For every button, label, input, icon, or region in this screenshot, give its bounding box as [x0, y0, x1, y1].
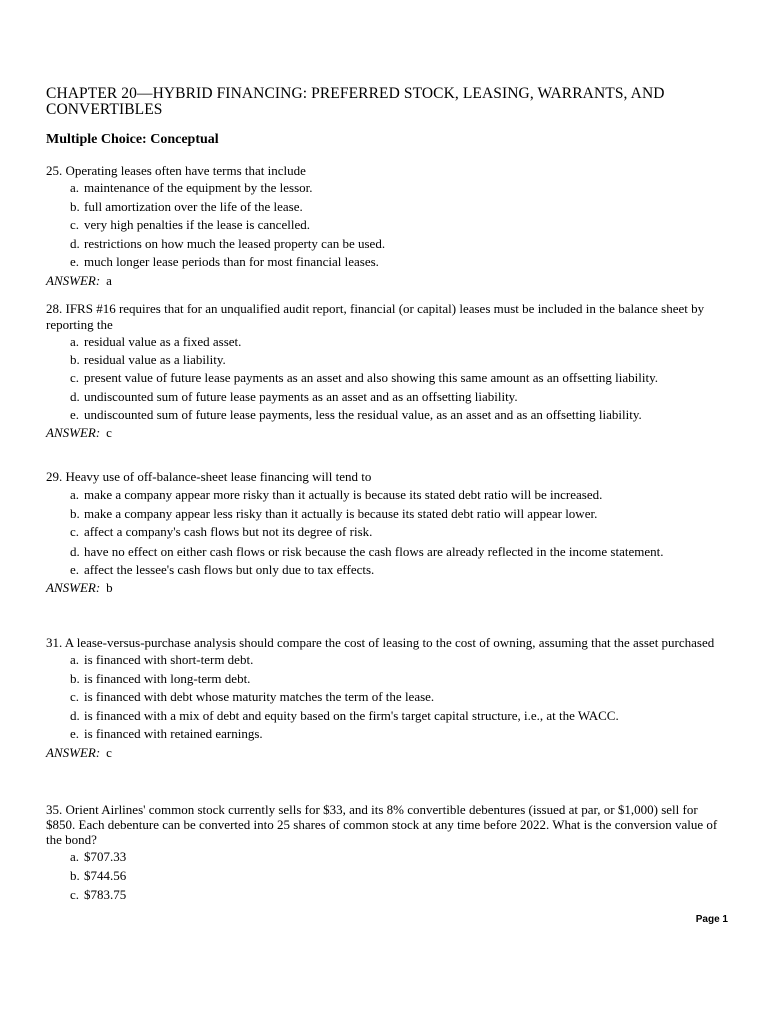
answer-value: b: [106, 580, 113, 596]
option-letter: a.: [70, 849, 80, 864]
option-letter: e.: [70, 726, 80, 742]
question-stem: 31. A lease-versus-purchase analysis should compare the cost of leasing to the cost of owning, assuming that the asset purchased: [46, 635, 715, 650]
answer-label: ANSWER:: [46, 744, 101, 760]
option-b: [46, 351, 726, 369]
option-a: [46, 486, 726, 505]
option-letter: d.: [70, 235, 80, 251]
option-text: $744.56: [84, 868, 127, 883]
option-letter: a.: [70, 334, 80, 349]
option-a: [46, 333, 726, 351]
question-29: [46, 469, 726, 597]
option-text: is financed with retained earnings.: [84, 726, 263, 742]
option-text: make a company appear more risky than it actually is because its stated debt ratio will be increased.: [84, 487, 603, 502]
question-stem: 25. Operating leases often have terms that include: [46, 163, 306, 178]
question-stem: 28. IFRS #16 requires that for an unqualified audit report, financial (or capital) leases must be included in the balance sheet by reporting the: [46, 301, 705, 332]
option-text: undiscounted sum of future lease payments as an asset and as an offsetting liability.: [84, 388, 518, 404]
option-letter: d.: [70, 543, 80, 559]
option-a: [46, 179, 726, 198]
option-text: affect the lessee's cash flows but only due to tax effects.: [84, 561, 375, 577]
option-a: [46, 847, 726, 866]
option-e: [46, 725, 726, 744]
option-c: [46, 885, 726, 904]
option-d: [46, 544, 726, 559]
option-text: is financed with long-term debt.: [84, 670, 251, 686]
question-31: [46, 635, 726, 762]
answer-label: ANSWER:: [46, 425, 101, 441]
option-d: [46, 388, 726, 406]
option-text: is financed with debt whose maturity matches the term of the lease.: [84, 689, 435, 705]
option-c: [46, 216, 726, 235]
option-c: [46, 523, 726, 542]
option-text: full amortization over the life of the lease.: [84, 198, 303, 214]
question-25: [46, 163, 726, 290]
answer-value: a: [106, 272, 112, 288]
question-35: [46, 802, 726, 904]
answer-line: [46, 424, 726, 442]
question-28: [46, 301, 726, 442]
option-text: is financed with a mix of debt and equity based on the firm's target capital structure, i.e., at the WACC.: [84, 707, 619, 723]
option-text: much longer lease periods than for most financial leases.: [84, 254, 379, 270]
option-letter: c.: [70, 689, 80, 705]
option-letter: b.: [70, 505, 80, 521]
option-letter: a.: [70, 180, 80, 195]
option-d: [46, 707, 726, 726]
section-title: Multiple Choice: Conceptual: [46, 132, 219, 147]
option-e: [46, 406, 726, 424]
option-c: [46, 369, 726, 387]
option-letter: e.: [70, 561, 80, 577]
option-letter: b.: [70, 198, 80, 214]
option-b: [46, 670, 726, 689]
option-letter: c.: [70, 370, 80, 386]
answer-value: c: [106, 425, 112, 441]
option-text: maintenance of the equipment by the lessor.: [84, 180, 313, 195]
option-letter: c.: [70, 524, 80, 540]
option-text: very high penalties if the lease is cancelled.: [84, 217, 310, 233]
option-letter: b.: [70, 670, 80, 686]
option-text: affect a company's cash flows but not its degree of risk.: [84, 524, 373, 540]
page-number: Page 1: [695, 914, 728, 925]
option-letter: e.: [70, 406, 80, 422]
option-letter: d.: [70, 388, 80, 404]
option-text: make a company appear less risky than it actually is because its stated debt ratio will appear lower.: [84, 505, 598, 521]
answer-value: c: [106, 744, 112, 760]
answer-line: [46, 272, 726, 290]
option-text: is financed with short-term debt.: [84, 652, 254, 667]
option-text: residual value as a liability.: [84, 352, 226, 368]
option-b: [46, 505, 726, 524]
option-d: [46, 235, 726, 254]
option-letter: d.: [70, 707, 80, 723]
option-letter: a.: [70, 487, 80, 502]
option-b: [46, 866, 726, 885]
option-letter: a.: [70, 652, 80, 667]
option-a: [46, 651, 726, 670]
answer-label: ANSWER:: [46, 580, 101, 596]
option-letter: b.: [70, 868, 80, 883]
question-stem: 35. Orient Airlines' common stock currently sells for $33, and its 8% convertible debentures (issued at par, or $1,000) sell for $850. Each debenture can be converted into 25 shares of common stock at any time before 2022. What is the conversion value of the bond?: [46, 802, 718, 847]
option-letter: e.: [70, 254, 80, 270]
option-b: [46, 198, 726, 217]
option-text: undiscounted sum of future lease payments, less the residual value, as an asset and as an offsetting liability.: [84, 406, 642, 422]
answer-line: [46, 744, 726, 762]
answer-label: ANSWER:: [46, 272, 101, 288]
option-text: restrictions on how much the leased property can be used.: [84, 235, 386, 251]
option-c: [46, 688, 726, 707]
option-text: residual value as a fixed asset.: [84, 334, 242, 349]
option-e: [46, 253, 726, 272]
chapter-title: CHAPTER 20—HYBRID FINANCING: PREFERRED STOCK, LEASING, WARRANTS, AND CONVERTIBLES: [46, 85, 665, 118]
answer-line: [46, 579, 726, 597]
option-text: $783.75: [84, 887, 127, 902]
option-letter: b.: [70, 352, 80, 368]
question-stem: 29. Heavy use of off-balance-sheet lease financing will tend to: [46, 469, 372, 484]
option-letter: c.: [70, 217, 80, 233]
option-e: [46, 561, 726, 580]
option-letter: c.: [70, 887, 80, 902]
option-text: $707.33: [84, 849, 127, 864]
option-text: present value of future lease payments as an asset and also showing this same amount as an offsetting liability.: [84, 370, 659, 386]
option-text: have no effect on either cash flows or risk because the cash flows are already reflected in the income statement.: [84, 543, 664, 559]
